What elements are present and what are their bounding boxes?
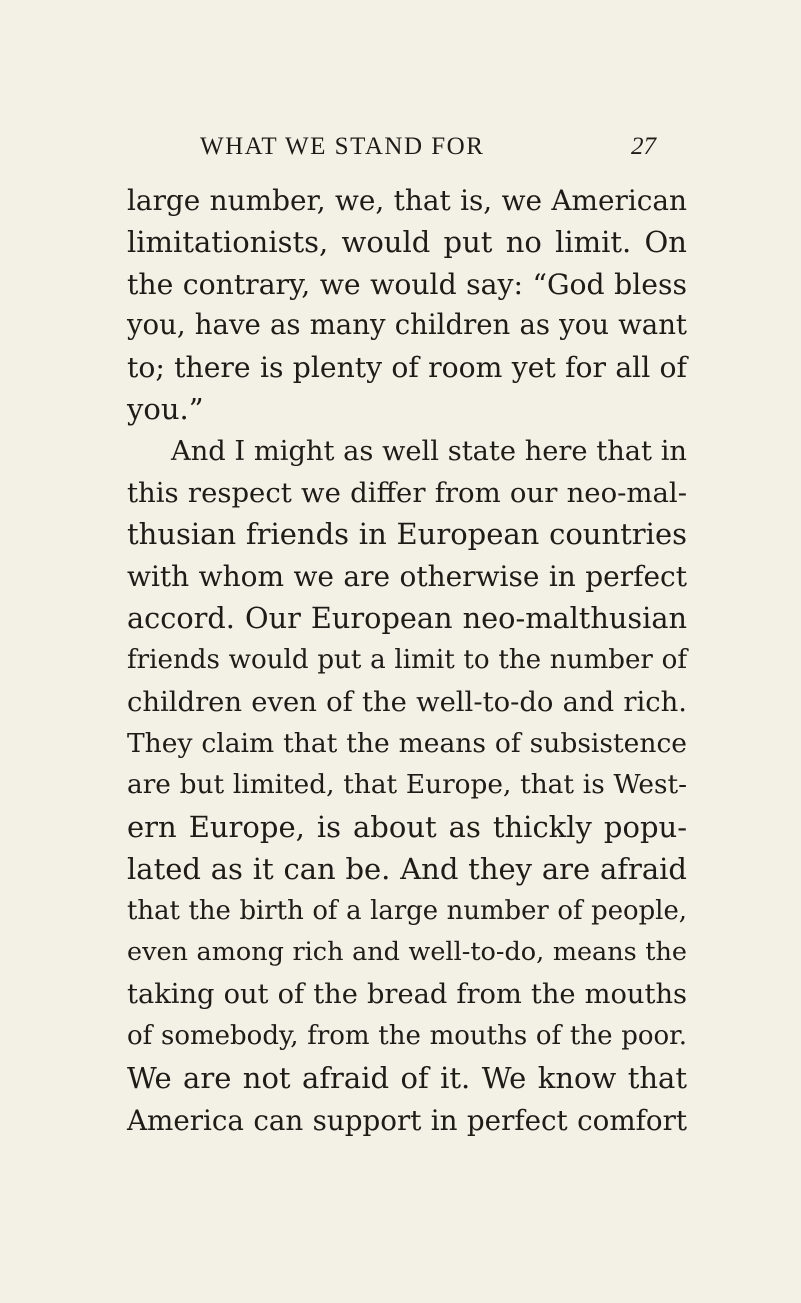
text-line: taking out of the bread from the mouths — [127, 979, 687, 1011]
text-line: friends would put a limit to the number of — [127, 644, 687, 675]
text-line: accord. Our European neo-malthusian — [127, 600, 687, 635]
text-line: lated as it can be. And they are afraid — [127, 851, 687, 886]
text-line: America can support in perfect comfort — [127, 1103, 687, 1137]
text-line: of somebody, from the mouths of the poor. — [127, 1020, 687, 1051]
text-line: limitationists, would put no limit. On — [127, 224, 687, 259]
text-line: ern Europe, is about as thickly popu- — [127, 809, 687, 844]
page-number: 27 — [631, 133, 656, 160]
text-line: with whom we are otherwise in perfect — [127, 560, 687, 594]
body-text — [127, 180, 687, 1141]
text-line: And I might as well state here that in — [171, 435, 687, 467]
running-head-title: WHAT WE STAND FOR — [200, 133, 485, 160]
text-line: They claim that the means of subsistence — [127, 728, 687, 760]
text-line: you.” — [127, 391, 204, 426]
text-line: We are not afraid of it. We know that — [127, 1060, 687, 1095]
text-line: thusian friends in European countries — [127, 517, 687, 552]
text-line: children even of the well-to-do and rich. — [127, 686, 687, 718]
text-line: even among rich and well-to-do, means the — [127, 937, 687, 968]
text-line: the contrary, we would say: “God bless — [127, 267, 687, 301]
text-line: you, have as many children as you want — [127, 309, 687, 342]
text-line: are but limited, that Europe, that is West- — [127, 770, 687, 801]
text-line: this respect we differ from our neo-mal- — [127, 476, 687, 509]
text-line: large number, we, that is, we American — [127, 184, 687, 217]
text-line: that the birth of a large number of people, — [127, 895, 687, 926]
text-line: to; there is plenty of room yet for all of — [127, 351, 687, 385]
running-head — [200, 132, 656, 162]
